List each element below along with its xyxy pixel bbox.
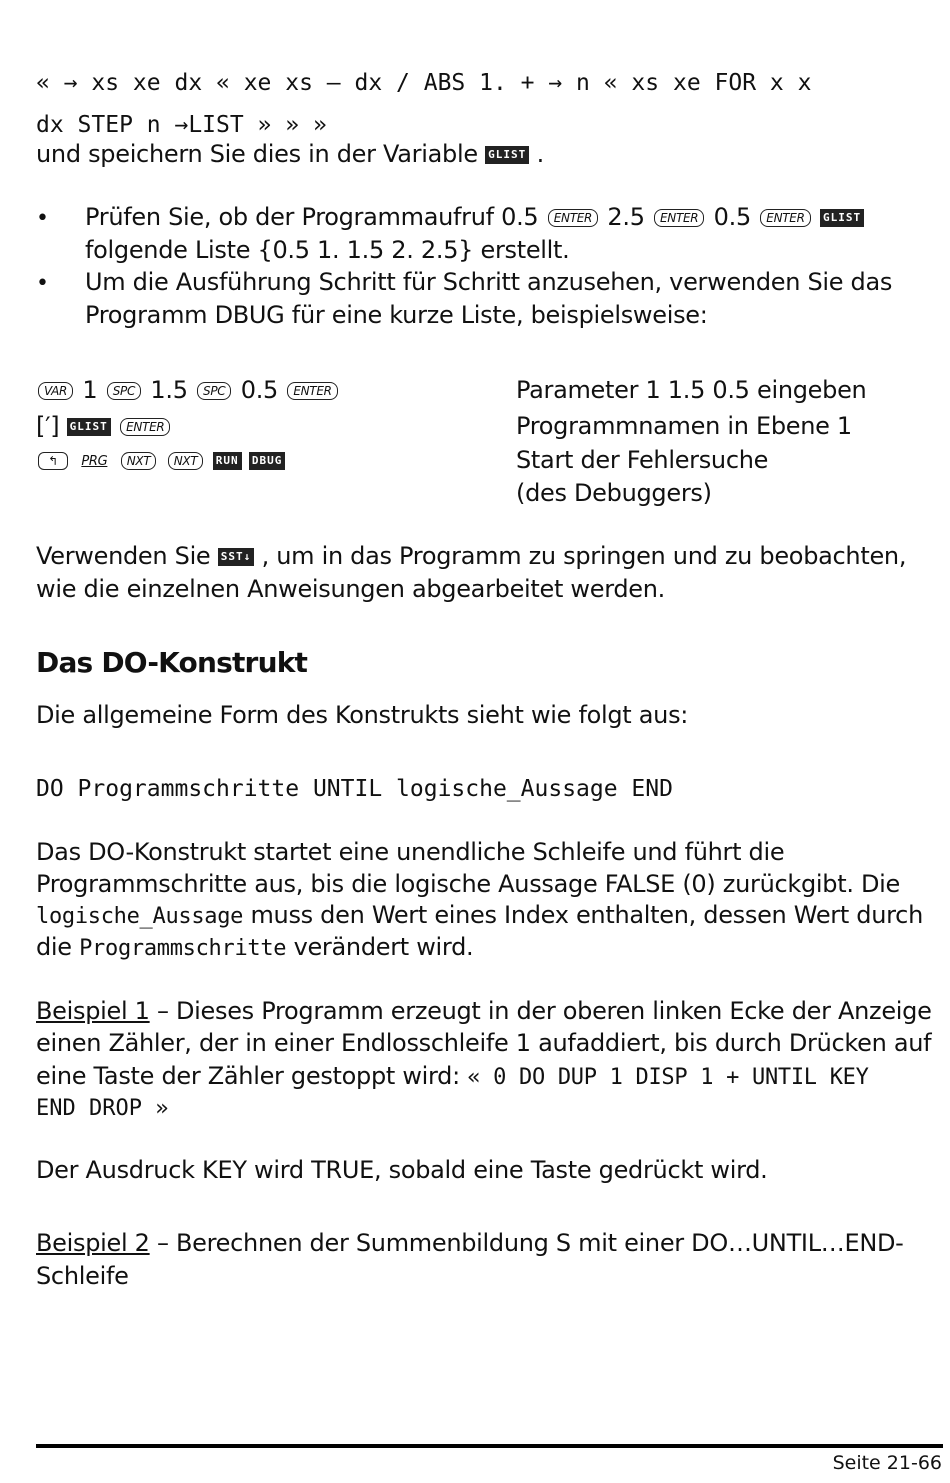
step-3-desc-2: (des Debuggers): [516, 479, 712, 507]
bullet-1-text-b: 2.5: [607, 203, 645, 231]
nxt-key: NXT: [168, 452, 204, 470]
sst-softkey: SST↓: [218, 548, 255, 566]
use-text-line-2: wie die einzelnen Anweisungen abgearbeitet werden.: [36, 575, 666, 603]
use-text-line-1: [36, 542, 906, 570]
use-text-b: , um in das Programm zu springen und zu beobachten,: [261, 542, 907, 570]
enter-key: ENTER: [760, 209, 810, 227]
para-1-code-2: Programmschritte: [79, 936, 287, 961]
store-text-end: .: [536, 140, 544, 168]
store-text: und speichern Sie dies in der Variable: [36, 140, 478, 168]
enter-key: ENTER: [548, 209, 598, 227]
example-1-line-3: [36, 1062, 869, 1090]
spc-key: SPC: [107, 382, 141, 400]
step-1-value-c: 0.5: [240, 376, 278, 404]
var-key: VAR: [38, 382, 73, 400]
enter-key: ENTER: [654, 209, 704, 227]
code-line-2: dx STEP n →LIST » » »: [36, 112, 327, 138]
step-3-desc: Start der Fehlersuche: [516, 446, 769, 474]
step-3-keys: [36, 446, 285, 474]
example-1-text-1: – Dieses Programm erzeugt in der oberen linken Ecke der Anzeige: [149, 997, 932, 1025]
use-text-a: Verwenden Sie: [36, 542, 211, 570]
bullet-1-line-2: folgende Liste {0.5 1. 1.5 2. 2.5} erstellt.: [85, 236, 570, 264]
bullet-1-line-1: [85, 203, 864, 231]
step-1-desc: Parameter 1 1.5 0.5 eingeben: [516, 376, 867, 404]
example-1-text-3: eine Taste der Zähler gestoppt wird:: [36, 1062, 468, 1090]
para-1-text-b: verändert wird.: [286, 933, 474, 961]
example-1-line-2: einen Zähler, der in einer Endlosschleife 1 aufaddiert, bis durch Drücken auf: [36, 1029, 932, 1057]
step-2-desc: Programmnamen in Ebene 1: [516, 412, 852, 440]
general-form-text: Die allgemeine Form des Konstrukts sieht wie folgt aus:: [36, 701, 689, 729]
bullet-icon: •: [36, 271, 49, 296]
example-1-label: Beispiel 1: [36, 997, 150, 1025]
para-1-line-1: Das DO-Konstrukt startet eine unendliche Schleife und führt die: [36, 838, 785, 866]
nxt-key: NXT: [121, 452, 157, 470]
prg-key: PRG: [81, 453, 108, 469]
page-number: Seite 21-66: [832, 1452, 942, 1474]
step-2-tick: [′]: [36, 412, 60, 440]
code-line-1: « → xs xe dx « xe xs – dx / ABS 1. + → n « xs xe FOR x x: [36, 70, 812, 96]
syntax-line: DO Programmschritte UNTIL logische_Aussage END: [36, 776, 673, 802]
store-instruction: [36, 140, 544, 168]
para-1-text-a: die: [36, 933, 80, 961]
step-1-value-a: 1: [82, 376, 98, 404]
key-note: Der Ausdruck KEY wird TRUE, sobald eine Taste gedrückt wird.: [36, 1156, 768, 1184]
left-shift-icon: ↰: [38, 452, 68, 470]
para-1-line-3: [36, 901, 923, 929]
para-1-line-4: [36, 933, 473, 961]
para-1-code: logische_Aussage: [36, 904, 244, 929]
example-1-code-2: END DROP »: [36, 1096, 169, 1121]
bullet-2-line-1: Um die Ausführung Schritt für Schritt anzusehen, verwenden Sie das: [85, 268, 893, 296]
example-2-text-1: – Berechnen der Summenbildung S mit einer DO…UNTIL…END-: [149, 1229, 904, 1257]
bullet-2-line-2: Programm DBUG für eine kurze Liste, beispielsweise:: [85, 301, 708, 329]
example-2-line-2: Schleife: [36, 1262, 129, 1290]
spc-key: SPC: [197, 382, 231, 400]
example-2-label: Beispiel 2: [36, 1229, 150, 1257]
glist-softkey: GLIST: [67, 418, 111, 436]
example-1-line-1: [36, 997, 932, 1025]
step-2-keys: [36, 412, 172, 440]
example-1-code: « 0 DO DUP 1 DISP 1 + UNTIL KEY: [467, 1065, 869, 1090]
section-heading: Das DO-Konstrukt: [36, 646, 308, 679]
step-1-keys: [36, 376, 340, 404]
step-1-value-b: 1.5: [150, 376, 188, 404]
run-softkey: RUN: [213, 452, 242, 470]
bullet-1-text-a: Prüfen Sie, ob der Programmaufruf 0.5: [85, 203, 539, 231]
footer-rule: [36, 1444, 943, 1448]
enter-key: ENTER: [120, 418, 170, 436]
bullet-icon: •: [36, 206, 49, 231]
enter-key: ENTER: [287, 382, 337, 400]
glist-softkey: GLIST: [485, 146, 529, 164]
para-1-line-2: Programmschritte aus, bis die logische Aussage FALSE (0) zurückgibt. Die: [36, 870, 900, 898]
bullet-1-text-c: 0.5: [713, 203, 751, 231]
dbug-softkey: DBUG: [249, 452, 286, 470]
glist-softkey: GLIST: [820, 209, 864, 227]
example-2-line-1: [36, 1229, 904, 1257]
para-1-text: muss den Wert eines Index enthalten, dessen Wert durch: [243, 901, 923, 929]
